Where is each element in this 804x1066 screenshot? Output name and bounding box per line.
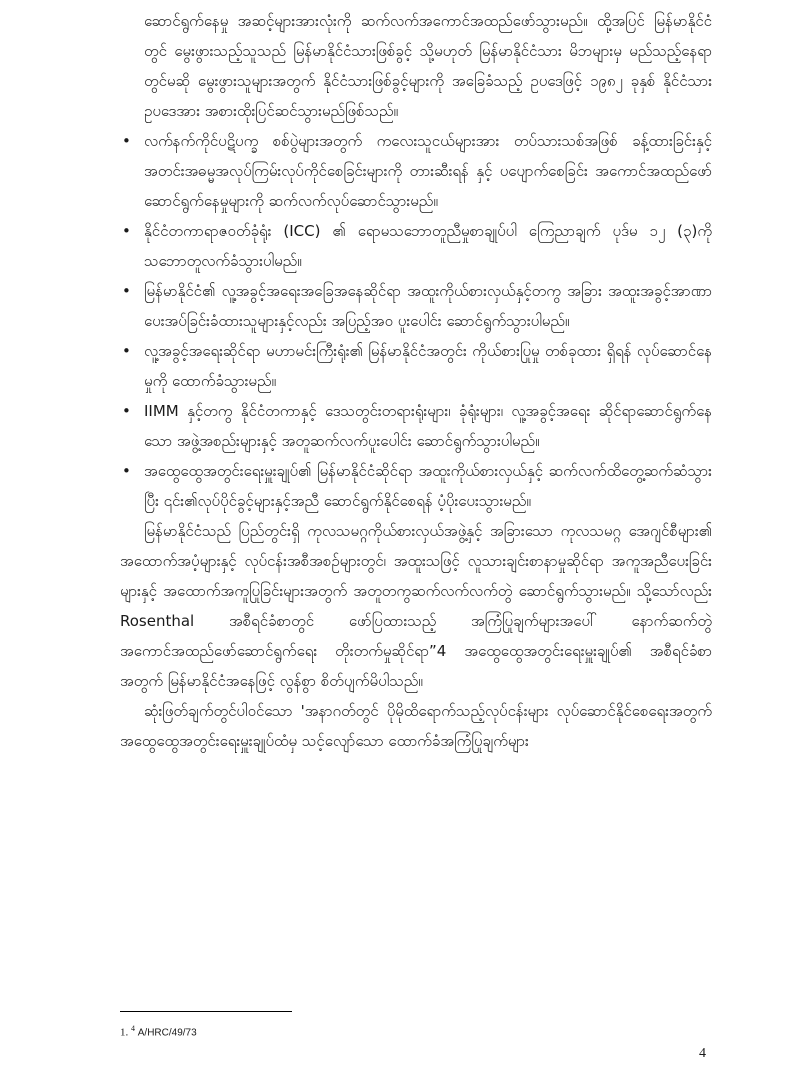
list-item — [120, 216, 712, 276]
bullet-icon: • — [122, 132, 131, 150]
commitment-list — [120, 126, 712, 516]
bullet-icon: • — [122, 282, 131, 300]
footnote — [120, 1024, 197, 1039]
page-number: 4 — [699, 1046, 706, 1061]
list-item-text: IIMM နှင့်တကွ နိုင်ငံတကာနှင့် ဒေသတွင်းတရားရုံးများ၊ ခုံရုံးများ၊ လူ့အခွင့်အရေး ဆိုင်ရာဆောင်ရွက်နေသော အဖွဲ့အစည်းများနှင့် အတူဆက်လက်ပူးပေါင်း ဆောင်ရွက်သွားပါမည်။ — [144, 402, 712, 450]
list-item — [120, 396, 712, 456]
bullet-icon: • — [122, 222, 131, 240]
continuation-paragraph: ဆောင်ရွက်နေမှု အဆင့်များအားလုံးကို ဆက်လက်အကောင်အထည်ဖော်သွားမည်။ ထို့အပြင် မြန်မာနိုင်ငံတွင် မွေးဖွားသည့်သူသည် မြန်မာနိုင်ငံသားဖြစ်ခွင့် သို့မဟုတ် မြန်မာနိုင်ငံသား မိဘများမှ မည်သည့်နေရာတွင်မဆို မွေးဖွားသူများအတွက် နိုင်ငံသားဖြစ်ခွင့်များကို အခြေခံသည့် ဥပဒေဖြင့် ၁၉၈၂ ခုနှစ် နိုင်ငံသားဥပဒေအား အစားထိုးပြင်ဆင်သွားမည်ဖြစ်သည်။ — [144, 12, 712, 120]
footnote-divider — [120, 1011, 292, 1012]
list-item-text: နိုင်ငံတကာရာဇဝတ်ခုံရုံး (ICC) ၏ ရောမသဘောတူညီမှုစာချုပ်ပါ ကြေညာချက် ပုဒ်မ ၁၂ (၃)ကို သဘောတူလက်ခံသွားပါမည်။ — [144, 222, 712, 270]
list-item-text: လူ့အခွင့်အရေးဆိုင်ရာ မဟာမင်းကြီးရုံး၏ မြန်မာနိုင်ငံအတွင်း ကိုယ်စားပြုမှု တစ်ခုထား ရှိရန် လုပ်ဆောင်နေမှုကို ထောက်ခံသွားမည်။ — [144, 342, 712, 390]
list-item-text: လက်နက်ကိုင်ပဋိပက္ခ စစ်ပွဲများအတွက် ကလေးသူငယ်များအား တပ်သားသစ်အဖြစ် ခန့်ထားခြင်းနှင့် အတင်းအဓမ္မအလုပ်ကြမ်းလုပ်ကိုင်စေခြင်းများကို တားဆီးရန် နှင့် ပပျောက်စေခြင်း အကောင်အထည်ဖော်ဆောင်ရွက်နေမှုများကို ဆက်လက်လုပ်ဆောင်သွားမည်။ — [144, 132, 712, 210]
paragraph-un-cooperation: မြန်မာနိုင်ငံသည် ပြည်တွင်းရှိ ကုလသမဂ္ဂကိုယ်စားလှယ်အဖွဲ့နှင့် အခြားသော ကုလသမဂ္ဂ အေဂျင်စီများ၏ အထောက်အပံ့များနှင့် လုပ်ငန်းအစီအစဉ်များတွင်၊ အထူးသဖြင့် လူသားချင်းစာနာမှုဆိုင်ရာ အကူအညီပေးခြင်းများနှင့် အထောက်အကူပြုခြင်းများအတွက် အတူတကွဆက်လက်လက်တွဲ ဆောင်ရွက်သွားမည်။ သို့သော်လည်း Rosenthal အစီရင်ခံစာတွင် ဖော်ပြထားသည့် အကြံပြုချက်များအပေါ် နောက်ဆက်တွဲ အကောင်အထည်ဖော်ဆောင်ရွက်ရေး တိုးတက်မှုဆိုင်ရာ”4 အထွေထွေအတွင်းရေးမှူးချုပ်၏ အစီရင်ခံစာအတွက် မြန်မာနိုင်ငံအနေဖြင့် လွန်စွာ စိတ်ပျက်မိပါသည်။ — [120, 522, 712, 690]
list-item-text: အထွေထွေအတွင်းရေးမှူးချုပ်၏ မြန်မာနိုင်ငံဆိုင်ရာ အထူးကိုယ်စားလှယ်နှင့် ဆက်လက်ထိတွေ့ဆက်ဆံသွားပြီး ၎င်း၏လုပ်ပိုင်ခွင့်များနှင့်အညီ ဆောင်ရွက်နိုင်စေရန် ပံ့ပိုးပေးသွားမည်။ — [144, 462, 712, 510]
footnote-number: 1. — [120, 1026, 129, 1039]
bullet-icon: • — [122, 462, 131, 480]
footnote-reference: A/HRC/49/73 — [137, 1027, 197, 1039]
list-item — [120, 336, 712, 396]
paragraph-resolution: ဆုံးဖြတ်ချက်တွင်ပါဝင်သော 'အနာဂတ်တွင် ပိုမိုထိရောက်သည့်လုပ်ငန်းများ လုပ်ဆောင်နိုင်စေရေးအတွက် အထွေထွေအတွင်းရေးမှူးချုပ်ထံမှ သင့်လျော်သော ထောက်ခံအကြံပြုချက်များ — [120, 702, 712, 750]
footnote-marker: 4 — [131, 1024, 135, 1033]
list-item — [120, 276, 712, 336]
list-item-text: မြန်မာနိုင်ငံ၏ လူ့အခွင့်အရေးအခြေအနေဆိုင်ရာ အထူးကိုယ်စားလှယ်နှင့်တကွ အခြား အထူးအခွင့်အာဏာပေးအပ်ခြင်းခံထားသူများနှင့်လည်း အပြည့်အဝ ပူးပေါင်း ဆောင်ရွက်သွားပါမည်။ — [144, 282, 712, 330]
list-item — [120, 126, 712, 216]
bullet-icon: • — [122, 402, 131, 420]
bullet-icon: • — [122, 342, 131, 360]
list-item — [120, 456, 712, 516]
body-text — [120, 6, 712, 756]
